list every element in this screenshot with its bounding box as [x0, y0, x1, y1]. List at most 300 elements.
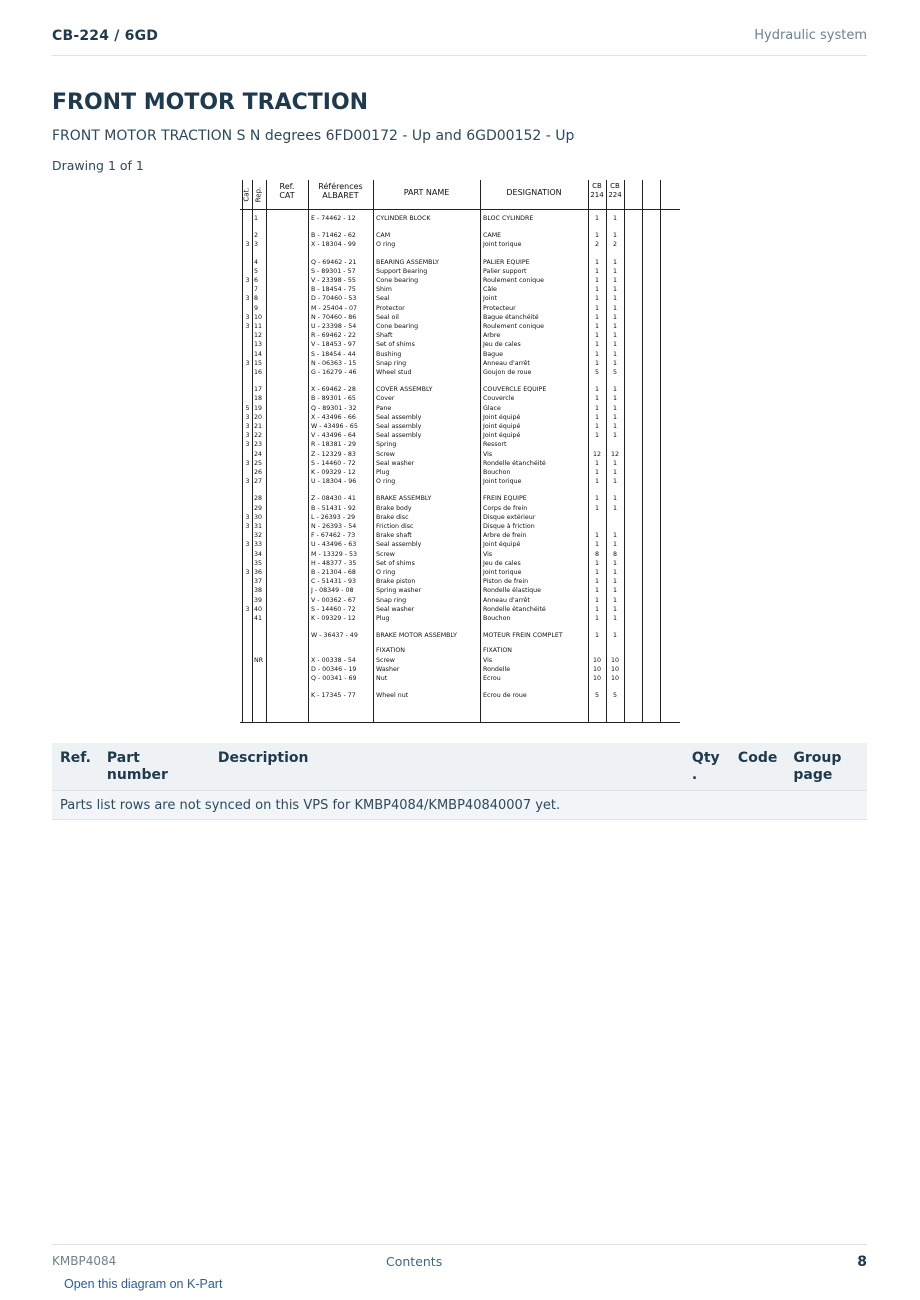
drawing-cell-q1: 1 [594, 615, 599, 622]
drawing-cell-q1: 1 [594, 532, 599, 540]
drawing-cell-q1: 1 [594, 504, 599, 512]
page-number: 8 [857, 1254, 867, 1270]
drawing-cell-q1: 1 [594, 413, 599, 421]
drawing-cell-ref: K - 09329 - 12 [311, 469, 356, 476]
drawing-cell-name: Bushing [376, 350, 402, 358]
drawing-cell-name: Shim [376, 286, 392, 294]
drawing-cell-q1: 1 [594, 569, 599, 576]
drawing-cell-ref: S - 14460 - 72 [311, 605, 356, 613]
drawing-cell-name: O ring [376, 478, 396, 486]
drawing-cell-ref: N - 06363 - 15 [311, 359, 357, 367]
drawing-cell-q2: 1 [612, 423, 617, 430]
drawing-cell-rep: 5 [254, 267, 259, 275]
page-title: FRONT MOTOR TRACTION [52, 90, 369, 115]
drawing-cell-name: Nut [376, 675, 388, 682]
drawing-cell-q1: 1 [594, 605, 599, 613]
drawing-cell-q1: 1 [594, 469, 599, 476]
drawing-cell-q2: 5 [612, 692, 617, 700]
drawing-cell-q2: 1 [612, 323, 617, 330]
drawing-cell-rep: 25 [254, 459, 263, 467]
drawing-cell-ref: V - 43496 - 64 [311, 432, 356, 440]
drawing-cell-name: Wheel stud [376, 369, 412, 376]
drawing-cell-name: COVER ASSEMBLY [376, 386, 433, 394]
drawing-rule [240, 722, 680, 723]
drawing-cell-q1: 1 [594, 587, 599, 595]
drawing-cell-q1: 1 [594, 350, 599, 358]
drawing-cell-des: FIXATION [483, 647, 512, 655]
drawing-cell-ref: B - 89301 - 65 [311, 395, 356, 403]
drawing-cell-name: Brake shaft [376, 532, 412, 540]
drawing-cell-ref: D - 70460 - 53 [311, 295, 357, 303]
drawing-cell-q2: 1 [612, 559, 617, 567]
drawing-cell-des: Joint équipé [483, 423, 521, 430]
drawing-cell-des: Couvercle [483, 395, 515, 403]
drawing-cell-des: Rondelle étanchéité [483, 605, 546, 613]
drawing-cell-q1: 1 [594, 632, 599, 640]
drawing-cell-name: Washer [376, 665, 400, 673]
drawing-cell-rep: 22 [254, 432, 263, 440]
drawing-cell-q1: 1 [594, 596, 599, 604]
drawing-cell-q2: 1 [612, 304, 617, 312]
drawing-cell-cat: 3 [245, 478, 250, 486]
drawing-cell-q1: 2 [594, 241, 599, 249]
contents-link[interactable]: Contents [386, 1254, 443, 1269]
drawing-cell-ref: K - 09329 - 12 [311, 615, 356, 622]
drawing-cell-rep: NR [254, 656, 264, 664]
drawing-cell-ref: J - 08349 - 08 [311, 587, 354, 595]
footer-doc-id: KMBP4084 [52, 1254, 117, 1268]
drawing-cell-q1: 1 [594, 304, 599, 312]
drawing-cell-q2: 10 [610, 675, 619, 682]
drawing-cell-ref: W - 36437 - 49 [311, 632, 358, 640]
drawing-cell-des: Disque extérieur [483, 513, 536, 521]
drawing-rule [624, 180, 625, 723]
drawing-cell-rep: 30 [254, 513, 263, 521]
drawing-cell-rep: 41 [254, 615, 263, 622]
drawing-cell-des: Ressort [483, 441, 507, 449]
drawing-cell-q2: 1 [612, 277, 617, 284]
drawing-cell-q1: 1 [594, 332, 599, 340]
drawing-cell-rep: 28 [254, 495, 263, 503]
drawing-cell-q2: 1 [612, 395, 617, 403]
drawing-cell-q2: 1 [612, 469, 617, 476]
drawing-cell-ref: G - 16279 - 46 [311, 369, 357, 376]
drawing-rule [252, 180, 253, 723]
drawing-cell-q1: 1 [594, 215, 599, 222]
drawing-cell-cat: 3 [245, 605, 250, 613]
drawing-cell-ref: M - 25404 - 07 [311, 304, 358, 312]
drawing-cell-des: Joint torique [483, 569, 522, 576]
header-code: Code [737, 750, 778, 766]
open-k-part-link[interactable]: Open this diagram on K-Part [64, 1277, 223, 1291]
drawing-cell-q1: 10 [592, 675, 601, 682]
drawing-cell-q1: 1 [594, 559, 599, 567]
drawing-cell-name: Seal assembly [376, 413, 422, 421]
drawing-cell-rep: 27 [254, 478, 263, 486]
drawing-cell-q2: 1 [612, 295, 617, 303]
drawing-cell-des: Bouchon [483, 469, 511, 476]
drawing-cell-q2: 1 [612, 495, 617, 503]
drawing-cell-q2: 1 [612, 313, 617, 321]
drawing-cell-cat: 3 [245, 541, 250, 549]
drawing-cell-q2: 1 [612, 587, 617, 595]
drawing-cell-rep: 17 [254, 386, 263, 394]
drawing-rule [308, 180, 309, 723]
drawing-cell-rep: 31 [254, 523, 263, 530]
col-head-refs: Références ALBARET [318, 182, 363, 200]
col-head-ref-cat: Ref. CAT [279, 182, 295, 200]
drawing-cell-rep: 23 [254, 441, 263, 449]
drawing-cell-rep: 4 [254, 258, 259, 266]
drawing-cell-ref: Q - 00341 - 69 [311, 675, 357, 682]
drawing-cell-q1: 1 [594, 313, 599, 321]
drawing-cell-ref: H - 48377 - 35 [311, 559, 357, 567]
drawing-cell-cat: 3 [245, 413, 250, 421]
col-head-rep: Rep. [254, 186, 263, 203]
drawing-cell-des: Jeu de cales [483, 341, 521, 349]
drawing-cell-q2: 1 [612, 350, 617, 358]
drawing-cell-q1: 1 [594, 277, 599, 284]
header-qty: Qty . [691, 750, 720, 783]
drawing-cell-q2: 1 [612, 413, 617, 421]
drawing-cell-rep: 16 [254, 369, 263, 376]
drawing-cell-name: Seal assembly [376, 432, 422, 440]
drawing-cell-des: Jeu de cales [483, 559, 521, 567]
col-head-cb214: CB 214 [590, 182, 604, 199]
drawing-cell-q2: 1 [612, 504, 617, 512]
drawing-cell-cat: 3 [245, 359, 250, 367]
drawing-cell-des: COUVERCLE EQUIPE [483, 386, 547, 394]
drawing-cell-cat: 3 [245, 569, 250, 576]
page-footer [52, 1244, 867, 1274]
drawing-cell-q1: 1 [594, 258, 599, 266]
drawing-cell-ref: X - 43496 - 66 [311, 413, 356, 421]
drawing-cell-ref: C - 51431 - 93 [311, 578, 356, 586]
drawing-cell-ref: M - 13329 - 53 [311, 550, 358, 558]
empty-table-message: Parts list rows are not synced on this VPS for KMBP4084/KMBP40840007 yet. [52, 791, 867, 820]
drawing-cell-name: O ring [376, 241, 396, 249]
drawing-cell-name: Shaft [376, 332, 393, 340]
drawing-cell-name: Screw [376, 656, 395, 664]
drawing-cell-ref: V - 18453 - 97 [311, 341, 356, 349]
drawing-cell-name: Seal washer [376, 605, 415, 613]
drawing-cell-name: CYLINDER BLOCK [376, 215, 431, 222]
drawing-rule [240, 209, 680, 210]
drawing-cell-name: Wheel nut [376, 692, 409, 700]
drawing-cell-rep: 34 [254, 550, 263, 558]
drawing-cell-rep: 2 [254, 232, 259, 240]
drawing-cell-ref: R - 18381 - 29 [311, 441, 356, 449]
drawing-cell-name: Seal assembly [376, 541, 422, 549]
drawing-cell-name: Cover [376, 395, 395, 403]
drawing-cell-rep: 35 [254, 559, 263, 567]
drawing-cell-des: Bague [483, 350, 504, 358]
drawing-cell-q2: 1 [612, 341, 617, 349]
drawing-cell-cat: 3 [245, 523, 250, 530]
drawing-cell-name: Snap ring [376, 359, 407, 367]
drawing-cell-rep: 26 [254, 469, 263, 476]
drawing-cell-q2: 10 [610, 665, 619, 673]
drawing-cell-name: Protector [376, 304, 405, 312]
drawing-cell-des: Câle [483, 286, 497, 294]
drawing-cell-cat: 3 [245, 513, 250, 521]
drawing-cell-cat: 3 [245, 241, 250, 249]
drawing-cell-q2: 1 [612, 632, 617, 640]
drawing-cell-ref: B - 51431 - 92 [311, 504, 356, 512]
page-header [52, 28, 867, 56]
drawing-rule [642, 180, 643, 723]
drawing-cell-des: Corps de frein [483, 504, 528, 512]
drawing-cell-cat: 3 [245, 323, 250, 330]
drawing-rule [660, 180, 661, 723]
drawing-cell-q2: 1 [612, 332, 617, 340]
drawing-cell-ref: Z - 12329 - 83 [311, 450, 356, 458]
drawing-cell-des: Protecteur [483, 304, 516, 312]
header-description: Description [217, 750, 309, 766]
section-name: Hydraulic system [754, 28, 867, 43]
drawing-cell-name: CAM [376, 232, 391, 240]
drawing-cell-q1: 10 [592, 665, 601, 673]
drawing-cell-des: Ecrou de roue [483, 692, 527, 700]
drawing-cell-cat: 3 [245, 295, 250, 303]
drawing-cell-rep: 32 [254, 532, 263, 540]
drawing-cell-ref: L - 26393 - 29 [311, 513, 356, 521]
drawing-cell-name: Cone bearing [376, 277, 419, 284]
drawing-cell-name: Spring washer [376, 587, 422, 595]
drawing-cell-des: Joint [483, 295, 497, 303]
drawing-cell-q2: 8 [612, 550, 617, 558]
drawing-cell-ref: X - 18304 - 99 [311, 241, 356, 249]
drawing-cell-name: O ring [376, 569, 396, 576]
drawing-cell-ref: F - 67462 - 73 [311, 532, 356, 540]
page-subtitle: FRONT MOTOR TRACTION S N degrees 6FD00172 - Up and 6GD00152 - Up [52, 128, 575, 144]
drawing-cell-q1: 1 [594, 232, 599, 240]
drawing-cell-rep: 13 [254, 341, 263, 349]
drawing-cell-des: Anneau d'arrêt [483, 596, 530, 604]
drawing-cell-des: BLOC CYLINDRE [483, 215, 534, 222]
drawing-cell-rep: 20 [254, 413, 263, 421]
col-head-cat: Cat. [242, 187, 251, 202]
drawing-cell-ref: K - 17345 - 77 [311, 692, 356, 700]
drawing-cell-q2: 5 [612, 369, 617, 376]
drawing-cell-ref: S - 89301 - 57 [311, 267, 356, 275]
drawing-cell-q2: 1 [612, 459, 617, 467]
drawing-cell-q1: 1 [594, 386, 599, 394]
drawing-cell-q2: 1 [612, 432, 617, 440]
drawing-cell-des: Joint équipé [483, 432, 521, 440]
drawing-cell-des: Vis [483, 450, 493, 458]
drawing-cell-q1: 1 [594, 459, 599, 467]
drawing-cell-q1: 8 [594, 550, 599, 558]
drawing-cell-q1: 1 [594, 432, 599, 440]
drawing-cell-des: MOTEUR FREIN COMPLET [483, 632, 563, 640]
drawing-cell-q1: 12 [592, 450, 601, 458]
drawing-cell-des: Piston de frein [483, 578, 529, 586]
drawing-cell-rep: 21 [254, 423, 263, 430]
drawing-cell-des: Vis [483, 550, 493, 558]
col-head-cb224: CB 224 [608, 182, 622, 199]
drawing-rule [242, 180, 243, 723]
drawing-cell-name: Friction disc [376, 523, 414, 530]
drawing-cell-rep: 33 [254, 541, 263, 549]
drawing-cell-q2: 1 [612, 541, 617, 549]
drawing-cell-name: Screw [376, 450, 395, 458]
drawing-cell-ref: R - 69462 - 22 [311, 332, 356, 340]
parts-table-header-row [52, 743, 867, 791]
drawing-cell-q2: 1 [612, 386, 617, 394]
drawing-cell-des: Ecrou [483, 675, 501, 682]
drawing-cell-q2: 1 [612, 232, 617, 240]
drawing-cell-q1: 1 [594, 478, 599, 486]
drawing-cell-cat: 3 [245, 441, 250, 449]
drawing-cell-ref: U - 43496 - 63 [311, 541, 357, 549]
drawing-cell-q2: 1 [612, 532, 617, 540]
drawing-cell-q2: 1 [612, 267, 617, 275]
drawing-cell-cat: 3 [245, 459, 250, 467]
drawing-cell-ref: D - 00346 - 19 [311, 665, 357, 673]
drawing-cell-des: Joint équipé [483, 541, 521, 549]
drawing-cell-q1: 1 [594, 423, 599, 430]
drawing-cell-name: Seal assembly [376, 423, 422, 430]
drawing-cell-name: Seal [376, 295, 390, 303]
drawing-cell-name: Cone bearing [376, 323, 419, 330]
drawing-cell-ref: B - 18454 - 75 [311, 286, 356, 294]
drawing-cell-rep: 40 [254, 605, 263, 613]
drawing-cell-ref: N - 70460 - 86 [311, 313, 357, 321]
drawing-cell-name: Brake piston [376, 578, 416, 586]
drawing-cell-des: Rondelle [483, 665, 511, 673]
drawing-cell-ref: Q - 89301 - 32 [311, 404, 357, 412]
drawing-cell-name: Pane [376, 404, 392, 412]
drawing-cell-des: Vis [483, 656, 493, 664]
drawing-cell-des: Rondelle étanchéité [483, 459, 546, 467]
drawing-cell-ref: U - 23398 - 54 [311, 323, 357, 330]
drawing-cell-q1: 10 [592, 656, 601, 664]
drawing-cell-ref: W - 43496 - 65 [311, 423, 358, 430]
drawing-cell-ref: S - 14460 - 72 [311, 459, 356, 467]
drawing-cell-q2: 1 [612, 258, 617, 266]
drawing-cell-rep: 10 [254, 313, 263, 321]
drawing-cell-q1: 1 [594, 495, 599, 503]
drawing-cell-q2: 1 [612, 404, 617, 412]
col-head-designation: DESIGNATION [506, 188, 562, 197]
drawing-cell-rep: 11 [254, 323, 263, 330]
drawing-cell-cat: 3 [245, 277, 250, 284]
drawing-cell-des: Joint torique [483, 478, 522, 486]
drawing-cell-q1: 1 [594, 395, 599, 403]
drawing-cell-q2: 1 [612, 478, 617, 486]
drawing-rule [266, 180, 267, 723]
drawing-cell-ref: X - 69462 - 28 [311, 386, 356, 394]
drawing-cell-q1: 5 [594, 692, 599, 700]
drawing-cell-rep: 29 [254, 504, 263, 512]
drawing-cell-ref: B - 71462 - 62 [311, 232, 356, 240]
drawing-cell-ref: V - 00362 - 67 [311, 596, 356, 604]
drawing-cell-rep: 9 [254, 304, 259, 312]
header-group-page: Group page [793, 750, 842, 783]
drawing-cell-name: Plug [376, 469, 390, 476]
drawing-cell-q2: 1 [612, 215, 617, 222]
drawing-cell-des: Rondelle élastique [483, 587, 542, 595]
drawing-cell-ref: N - 26393 - 54 [311, 523, 357, 530]
drawing-cell-q1: 1 [594, 267, 599, 275]
drawing-cell-q2: 2 [612, 241, 617, 249]
drawing-cell-name: Set of shims [376, 559, 415, 567]
drawing-cell-rep: 15 [254, 359, 263, 367]
drawing-cell-name: Brake disc [376, 513, 409, 521]
document-id: CB-224 / 6GD [52, 28, 159, 44]
drawing-cell-name: Support Bearing [376, 267, 428, 275]
drawing-cell-name: Set of shims [376, 341, 415, 349]
drawing-cell-ref: S - 18454 - 44 [311, 350, 356, 358]
drawing-cell-name: Screw [376, 550, 395, 558]
drawing-cell-cat: 3 [245, 432, 250, 440]
drawing-cell-name: FIXATION [376, 647, 405, 655]
col-head-part-name: PART NAME [403, 188, 450, 197]
drawing-cell-des: Disque à friction [483, 523, 535, 530]
drawing-cell-des: PALIER EQUIPE [483, 258, 530, 266]
drawing-cell-name: BRAKE MOTOR ASSEMBLY [376, 632, 457, 640]
drawing-cell-q1: 1 [594, 404, 599, 412]
header-part-number: Part number [106, 750, 168, 783]
drawing-cell-cat: 3 [245, 423, 250, 430]
drawing-cell-des: Arbre de frein [483, 532, 527, 540]
drawing-cell-rep: 18 [254, 395, 263, 403]
drawing-cell-q2: 1 [612, 596, 617, 604]
drawing-cell-ref: B - 21304 - 68 [311, 569, 356, 576]
header-ref: Ref. [60, 750, 91, 766]
drawing-cell-rep: 37 [254, 578, 263, 586]
drawing-cell-q1: 1 [594, 286, 599, 294]
drawing-cell-ref: Q - 69462 - 21 [311, 258, 357, 266]
drawing-cell-q2: 1 [612, 615, 617, 622]
drawing-cell-q1: 1 [594, 541, 599, 549]
drawing-cell-name: Seal oil [376, 313, 399, 321]
drawing-rule [480, 180, 481, 723]
drawing-cell-name: BEARING ASSEMBLY [376, 258, 439, 266]
drawing-cell-name: BRAKE ASSEMBLY [376, 495, 432, 503]
drawing-cell-des: Bague étanchéité [483, 313, 539, 321]
parts-table [52, 743, 867, 820]
drawing-cell-ref: Z - 08430 - 41 [311, 495, 356, 503]
drawing-cell-name: Brake body [376, 504, 412, 512]
drawing-cell-q1: 5 [594, 369, 599, 376]
drawing-cell-des: Joint torique [483, 241, 522, 249]
drawing-cell-ref: E - 74462 - 12 [311, 215, 356, 222]
drawing-cell-des: Anneau d'arrêt [483, 359, 530, 367]
drawing-cell-name: Snap ring [376, 596, 407, 604]
drawing-cell-cat: 3 [245, 313, 250, 321]
drawing-cell-q2: 1 [612, 359, 617, 367]
drawing-cell-q2: 12 [610, 450, 619, 458]
drawing-cell-rep: 39 [254, 596, 263, 604]
drawing-cell-name: Seal washer [376, 459, 415, 467]
drawing-cell-ref: U - 18304 - 96 [311, 478, 357, 486]
drawing-cell-rep: 6 [254, 277, 259, 284]
drawing-cell-rep: 38 [254, 587, 263, 595]
drawing-cell-q1: 1 [594, 295, 599, 303]
drawing-cell-q2: 1 [612, 578, 617, 586]
drawing-cell-rep: 8 [254, 295, 259, 303]
drawing-rule [373, 180, 374, 723]
parts-drawing [240, 180, 680, 723]
drawing-cell-q2: 1 [612, 605, 617, 613]
drawing-cell-q2: 1 [612, 286, 617, 294]
drawing-cell-name: Plug [376, 615, 390, 622]
drawing-cell-q2: 10 [610, 656, 619, 664]
drawing-counter: Drawing 1 of 1 [52, 158, 144, 173]
drawing-cell-des: FREIN EQUIPE [483, 495, 527, 503]
